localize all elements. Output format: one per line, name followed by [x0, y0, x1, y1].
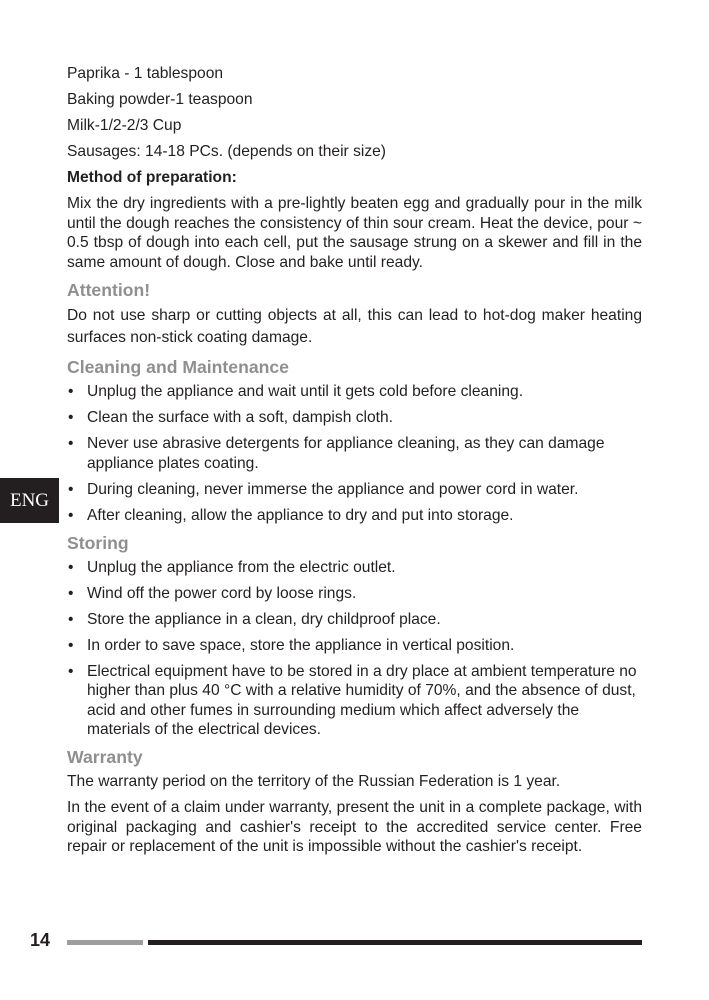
- attention-heading: Attention!: [67, 279, 151, 300]
- list-item: [67, 662, 642, 740]
- list-item-text: During cleaning, never immerse the appliance and power cord in water.: [87, 480, 579, 498]
- list-item-text: In order to save space, store the appliance in vertical position.: [87, 636, 515, 654]
- warranty-heading: Warranty: [67, 747, 143, 767]
- bullet: •: [68, 506, 74, 524]
- list-item: [67, 584, 642, 604]
- footer-rule-grey: [67, 940, 143, 945]
- cleaning-heading: Cleaning and Maintenance: [67, 357, 289, 377]
- ingredient-line: Baking powder-1 teaspoon: [67, 91, 253, 108]
- list-item: [67, 434, 642, 473]
- list-item: [67, 408, 642, 428]
- bullet: •: [68, 610, 74, 628]
- list-item-text: Clean the surface with a soft, dampish cloth.: [87, 409, 393, 426]
- language-tab: ENG: [0, 478, 59, 523]
- list-item: [67, 506, 642, 526]
- page-number: 14: [30, 930, 51, 950]
- bullet: •: [68, 383, 74, 400]
- list-item: [67, 382, 642, 402]
- list-item-text: Electrical equipment have to be stored in a dry place at ambient temperature no higher than plus 40 °C with a relative humidity of 70%, and the absence of dust, acid and other fumes in surrounding medium which affect adversely the materials of the electrical devices.: [87, 662, 637, 738]
- footer-rule-black: [148, 940, 642, 945]
- storing-heading: Storing: [67, 532, 129, 553]
- list-item: [67, 636, 642, 656]
- storing-list: [67, 558, 642, 740]
- ingredient-line: Paprika - 1 tablespoon: [67, 65, 224, 82]
- bullet: •: [68, 662, 74, 680]
- bullet: •: [68, 435, 74, 452]
- list-item: [67, 558, 642, 578]
- page-content: [67, 64, 642, 863]
- bullet: •: [68, 480, 74, 498]
- list-item: [67, 480, 642, 500]
- bullet: •: [68, 558, 74, 576]
- list-item-text: Unplug the appliance and wait until it gets cold before cleaning.: [87, 383, 524, 400]
- list-item-text: Unplug the appliance from the electric outlet.: [87, 558, 396, 576]
- warranty-paragraph: In the event of a claim under warranty, present the unit in a complete package, with original packaging and cashier's receipt to the accredited service center. Free repair or replacement of the unit is impossible without the cashier's receipt.: [67, 799, 642, 855]
- list-item-text: After cleaning, allow the appliance to dry and put into storage.: [87, 506, 514, 524]
- ingredient-line: Milk-1/2-2/3 Cup: [67, 117, 182, 134]
- list-item: [67, 610, 642, 630]
- method-title: Method of preparation:: [67, 169, 237, 186]
- attention-text: Do not use sharp or cutting objects at all, this can lead to hot-dog maker heating surfaces non-stick coating damage.: [67, 306, 642, 346]
- list-item-text: Store the appliance in a clean, dry childproof place.: [87, 610, 441, 628]
- list-item-text: Wind off the power cord by loose rings.: [87, 584, 357, 602]
- bullet: •: [68, 409, 74, 426]
- warranty-paragraph: The warranty period on the territory of the Russian Federation is 1 year.: [67, 773, 561, 790]
- method-text: Mix the dry ingredients with a pre-lightly beaten egg and gradually pour in the milk until the dough reaches the consistency of thin sour cream. Heat the device, pour ~ 0.5 tbsp of dough into each cell, put the sausage strung on a skewer and fill in the same amount of dough. Close and bake until ready.: [67, 195, 642, 271]
- ingredient-line: Sausages: 14-18 PCs. (depends on their size): [67, 143, 386, 160]
- list-item-text: Never use abrasive detergents for appliance cleaning, as they can damage appliance plates coating.: [87, 435, 605, 472]
- bullet: •: [68, 636, 74, 654]
- bullet: •: [68, 584, 74, 602]
- cleaning-list: [67, 382, 642, 525]
